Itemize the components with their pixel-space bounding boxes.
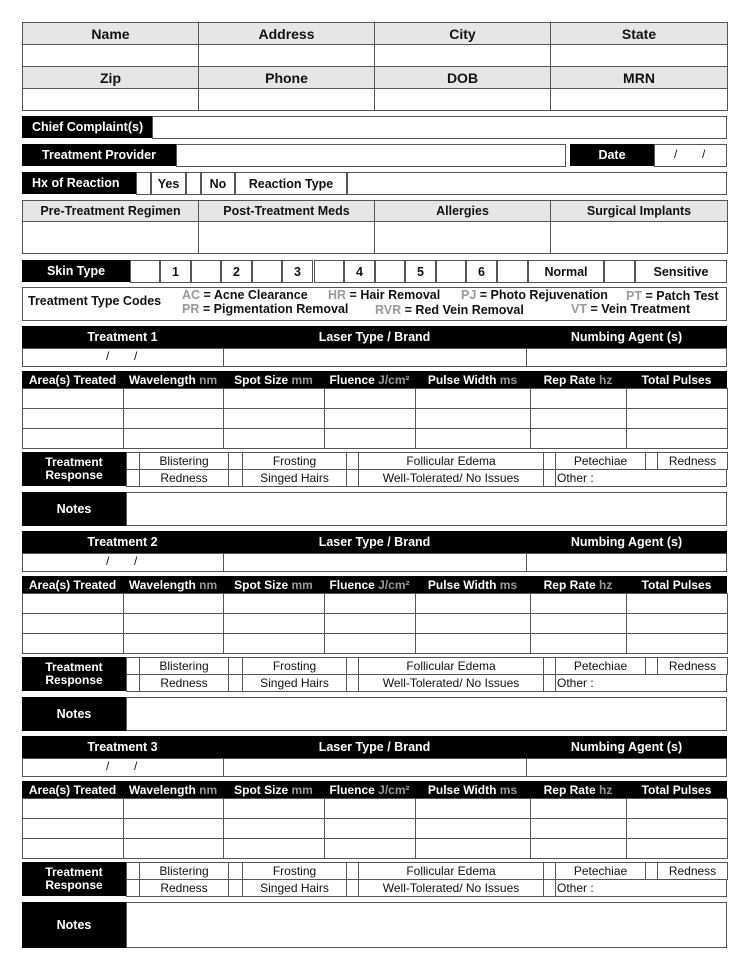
patient-field-label: Name — [22, 22, 199, 45]
parameter-name: Area(s) Treated — [28, 782, 117, 797]
meds-header: Pre-Treatment Regimen — [22, 200, 199, 222]
parameter-unit: hz — [599, 782, 613, 797]
parameter-name: Total Pulses — [641, 372, 712, 387]
treatment-code-abbr: PJ — [461, 288, 477, 302]
meds-input[interactable] — [22, 221, 199, 254]
response-option-follicular: Follicular Edema — [358, 657, 544, 675]
patient-field-input[interactable] — [374, 44, 551, 67]
skin-type-checkbox[interactable] — [375, 260, 405, 283]
parameter-cell[interactable] — [22, 428, 124, 449]
parameter-cell[interactable] — [415, 818, 531, 839]
patient-field-input[interactable] — [22, 44, 199, 67]
parameter-cell[interactable] — [324, 818, 416, 839]
response-option-tolerated: Well-Tolerated/ No Issues — [358, 879, 544, 897]
parameter-cell[interactable] — [223, 818, 325, 839]
parameter-header-fluence — [324, 371, 415, 388]
parameter-cell[interactable] — [324, 613, 416, 634]
parameter-cell[interactable] — [123, 818, 224, 839]
parameter-cell[interactable] — [22, 818, 124, 839]
parameter-cell[interactable] — [530, 428, 627, 449]
parameter-cell[interactable] — [22, 388, 124, 409]
parameter-cell[interactable] — [415, 633, 531, 654]
response-other-input[interactable]: Other : — [555, 674, 727, 692]
parameter-cell[interactable] — [530, 838, 627, 859]
chief-complaint-input[interactable] — [152, 116, 727, 139]
patient-field-label: Phone — [198, 66, 375, 89]
parameter-cell[interactable] — [223, 593, 325, 614]
response-option-blistering: Blistering — [139, 452, 229, 470]
response-option-singed: Singed Hairs — [242, 879, 347, 897]
parameter-cell[interactable] — [530, 613, 627, 634]
numbing-agent-label: Numbing Agent (s) — [570, 330, 683, 344]
patient-field-input[interactable] — [198, 88, 375, 111]
treatment-response-line: Treatment — [45, 660, 103, 674]
meds-input[interactable] — [198, 221, 375, 254]
parameter-unit: ms — [499, 782, 518, 797]
patient-field-input[interactable] — [550, 44, 728, 67]
parameter-cell[interactable] — [22, 798, 124, 819]
treatment-code-abbr: AC — [182, 288, 201, 302]
parameter-cell[interactable] — [415, 388, 531, 409]
parameter-cell[interactable] — [626, 818, 728, 839]
meds-header: Surgical Implants — [550, 200, 728, 222]
parameter-cell[interactable] — [123, 798, 224, 819]
skin-type-checkbox[interactable] — [497, 260, 528, 283]
parameter-cell[interactable] — [223, 388, 325, 409]
response-option-petechiae: Petechiae — [555, 862, 646, 880]
patient-field-input[interactable] — [550, 88, 728, 111]
parameter-header-wavelength — [123, 781, 223, 798]
parameter-cell[interactable] — [324, 593, 416, 614]
reaction-yes-checkbox[interactable] — [136, 172, 151, 195]
response-option-frosting: Frosting — [242, 862, 347, 880]
treatment-date-input[interactable] — [22, 758, 224, 777]
skin-normal-label: Normal — [528, 260, 604, 283]
parameter-cell[interactable] — [626, 838, 728, 859]
treatment-response-label — [22, 452, 126, 486]
meds-header: Allergies — [374, 200, 551, 222]
treatment-response-line: Response — [45, 878, 103, 892]
response-checkbox[interactable] — [228, 452, 243, 470]
notes-input[interactable] — [126, 697, 727, 731]
patient-field-label: State — [550, 22, 728, 45]
laser-type-input[interactable] — [223, 758, 527, 777]
parameter-cell[interactable] — [324, 838, 416, 859]
parameter-cell[interactable] — [415, 593, 531, 614]
response-option-redness: Redness — [657, 657, 728, 675]
notes-input[interactable] — [126, 492, 727, 526]
date-separator: / — [134, 759, 138, 773]
response-option-follicular: Follicular Edema — [358, 862, 544, 880]
response-checkbox[interactable] — [228, 862, 243, 880]
patient-field-input[interactable] — [374, 88, 551, 111]
parameter-cell[interactable] — [22, 408, 124, 429]
response-option-blistering: Blistering — [139, 657, 229, 675]
parameter-name: Spot Size — [234, 372, 289, 387]
treatment-date-input[interactable] — [22, 348, 224, 367]
parameter-cell[interactable] — [123, 593, 224, 614]
parameter-name: Fluence — [329, 577, 375, 592]
skin-sensitive-label: Sensitive — [635, 260, 727, 283]
parameter-cell[interactable] — [223, 613, 325, 634]
parameter-header-spot — [223, 371, 324, 388]
treatment-title: Treatment 1 — [87, 330, 158, 344]
parameter-cell[interactable] — [223, 408, 325, 429]
parameter-unit: mm — [291, 372, 313, 387]
response-option-redness: Redness — [139, 469, 229, 487]
treatment-code-desc: = Acne Clearance — [203, 288, 308, 302]
parameter-cell[interactable] — [123, 428, 224, 449]
parameter-unit: mm — [291, 577, 313, 592]
parameter-header-total — [626, 781, 727, 798]
date-input[interactable] — [654, 144, 727, 167]
parameter-header-pulse — [415, 781, 530, 798]
skin-type-number: 6 — [466, 260, 497, 283]
parameter-name: Total Pulses — [641, 577, 712, 592]
parameter-header-area — [22, 576, 123, 593]
laser-type-input[interactable] — [223, 553, 527, 572]
treatment-code-abbr: PR — [182, 302, 200, 316]
response-checkbox[interactable] — [126, 674, 140, 692]
response-checkbox[interactable] — [126, 862, 140, 880]
parameter-name: Fluence — [329, 372, 375, 387]
parameter-unit: nm — [199, 577, 218, 592]
parameter-cell[interactable] — [626, 593, 728, 614]
date-label: Date — [570, 144, 654, 166]
date-separator: / — [106, 349, 110, 363]
response-option-singed: Singed Hairs — [242, 469, 347, 487]
parameter-unit: nm — [199, 372, 218, 387]
treatment-response-label — [22, 657, 126, 691]
patient-field-label: Address — [198, 22, 375, 45]
treatment-code — [182, 302, 348, 318]
parameter-cell[interactable] — [415, 408, 531, 429]
parameter-name: Spot Size — [234, 782, 289, 797]
parameter-name: Total Pulses — [641, 782, 712, 797]
numbing-agent-input[interactable] — [526, 348, 727, 367]
parameter-header-wavelength — [123, 576, 223, 593]
parameter-cell[interactable] — [530, 408, 627, 429]
parameter-header-area — [22, 781, 123, 798]
parameter-cell[interactable] — [626, 408, 728, 429]
treatment-code-desc: = Pigmentation Removal — [202, 302, 349, 316]
response-option-petechiae: Petechiae — [555, 452, 646, 470]
parameter-cell[interactable] — [415, 838, 531, 859]
parameter-cell[interactable] — [530, 633, 627, 654]
parameter-cell[interactable] — [123, 408, 224, 429]
parameter-unit: J/cm² — [378, 577, 410, 592]
response-other-input[interactable]: Other : — [555, 469, 727, 487]
parameter-cell[interactable] — [626, 633, 728, 654]
parameter-cell[interactable] — [415, 798, 531, 819]
treatment-title: Treatment 2 — [87, 535, 158, 549]
treatment-date-input[interactable] — [22, 553, 224, 572]
parameter-cell[interactable] — [123, 388, 224, 409]
chief-complaint-label: Chief Complaint(s) — [22, 116, 152, 138]
patient-field-input[interactable] — [198, 44, 375, 67]
treatment-code-desc: = Red Vein Removal — [404, 303, 524, 317]
treatment-code-abbr: HR — [328, 288, 347, 302]
response-option-tolerated: Well-Tolerated/ No Issues — [358, 469, 544, 487]
treatment-code-abbr: VT — [571, 302, 587, 316]
response-option-singed: Singed Hairs — [242, 674, 347, 692]
notes-label: Notes — [22, 492, 126, 526]
parameter-cell[interactable] — [22, 593, 124, 614]
parameter-cell[interactable] — [530, 593, 627, 614]
parameter-name: Area(s) Treated — [28, 577, 117, 592]
parameter-cell[interactable] — [324, 408, 416, 429]
parameter-cell[interactable] — [223, 428, 325, 449]
skin-type-checkbox[interactable] — [191, 260, 221, 283]
treatment-code-abbr: RVR — [375, 303, 402, 317]
skin-type-checkbox[interactable] — [436, 260, 466, 283]
parameter-cell[interactable] — [415, 428, 531, 449]
parameter-name: Area(s) Treated — [28, 372, 117, 387]
response-option-redness: Redness — [139, 674, 229, 692]
treatment-code-desc: = Patch Test — [645, 289, 719, 303]
response-option-frosting: Frosting — [242, 657, 347, 675]
parameter-header-spot — [223, 781, 324, 798]
hx-of-reaction-label: Hx of Reaction — [22, 172, 136, 194]
parameter-name: Pulse Width — [427, 577, 497, 592]
response-option-tolerated: Well-Tolerated/ No Issues — [358, 674, 544, 692]
parameter-header-total — [626, 576, 727, 593]
treatment-code-abbr: PT — [626, 289, 642, 303]
patient-field-label: DOB — [374, 66, 551, 89]
parameter-header-fluence — [324, 576, 415, 593]
skin-type-label: Skin Type — [22, 260, 130, 282]
notes-input[interactable] — [126, 902, 727, 948]
parameter-cell[interactable] — [223, 633, 325, 654]
response-option-petechiae: Petechiae — [555, 657, 646, 675]
date-separator: / — [106, 759, 110, 773]
parameter-unit: J/cm² — [378, 782, 410, 797]
parameter-unit: J/cm² — [378, 372, 410, 387]
skin-type-number: 2 — [221, 260, 252, 283]
parameter-header-spot — [223, 576, 324, 593]
parameter-cell[interactable] — [324, 428, 416, 449]
patient-field-input[interactable] — [22, 88, 199, 111]
parameter-header-pulse — [415, 371, 530, 388]
parameter-cell[interactable] — [626, 798, 728, 819]
response-checkbox[interactable] — [228, 657, 243, 675]
parameter-cell[interactable] — [415, 613, 531, 634]
response-checkbox[interactable] — [126, 469, 140, 487]
treatment-code-desc: = Photo Rejuvenation — [479, 288, 608, 302]
parameter-name: Wavelength — [128, 372, 196, 387]
parameter-cell[interactable] — [223, 798, 325, 819]
parameter-name: Rep Rate — [543, 782, 596, 797]
response-checkbox[interactable] — [126, 452, 140, 470]
response-checkbox[interactable] — [228, 674, 243, 692]
notes-label: Notes — [22, 902, 126, 948]
parameter-header-rep — [530, 576, 626, 593]
response-option-follicular: Follicular Edema — [358, 452, 544, 470]
skin-type-number: 3 — [282, 260, 313, 283]
parameter-name: Wavelength — [128, 577, 196, 592]
meds-input[interactable] — [374, 221, 551, 254]
reaction-type-label: Reaction Type — [235, 172, 347, 195]
numbing-agent-label: Numbing Agent (s) — [570, 535, 683, 549]
treatment-response-line: Response — [45, 468, 103, 482]
skin-type-number: 4 — [344, 260, 375, 283]
treatment-code — [375, 303, 524, 319]
parameter-cell[interactable] — [324, 388, 416, 409]
parameter-header-wavelength — [123, 371, 223, 388]
laser-type-label: Laser Type / Brand — [318, 740, 431, 754]
response-checkbox[interactable] — [228, 879, 243, 897]
parameter-header-area — [22, 371, 123, 388]
skin-type-number: 1 — [160, 260, 191, 283]
response-other-input[interactable]: Other : — [555, 879, 727, 897]
reaction-yes-label: Yes — [151, 172, 186, 195]
parameter-name: Wavelength — [128, 782, 196, 797]
parameter-cell[interactable] — [626, 388, 728, 409]
laser-type-input[interactable] — [223, 348, 527, 367]
parameter-unit: ms — [499, 372, 518, 387]
parameter-name: Rep Rate — [543, 372, 596, 387]
response-checkbox[interactable] — [228, 469, 243, 487]
skin-type-checkbox[interactable] — [314, 260, 344, 283]
numbing-agent-input[interactable] — [526, 553, 727, 572]
date-separator: / — [106, 554, 110, 568]
parameter-header-rep — [530, 371, 626, 388]
response-option-frosting: Frosting — [242, 452, 347, 470]
parameter-unit: nm — [199, 782, 218, 797]
reaction-no-label: No — [201, 172, 235, 195]
skin-type-checkbox[interactable] — [130, 260, 160, 283]
parameter-cell[interactable] — [22, 613, 124, 634]
numbing-agent-label: Numbing Agent (s) — [570, 740, 683, 754]
parameter-cell[interactable] — [626, 613, 728, 634]
response-checkbox[interactable] — [126, 657, 140, 675]
parameter-unit: ms — [499, 577, 518, 592]
date-separator: / — [674, 147, 678, 161]
treatment-response-line: Treatment — [45, 455, 103, 469]
parameter-header-pulse — [415, 576, 530, 593]
treatment-response-label — [22, 862, 126, 896]
skin-sensitive-checkbox[interactable] — [604, 260, 635, 283]
response-option-redness: Redness — [657, 452, 728, 470]
meds-input[interactable] — [550, 221, 728, 254]
parameter-name: Pulse Width — [427, 372, 497, 387]
parameter-cell[interactable] — [22, 633, 124, 654]
response-option-redness: Redness — [657, 862, 728, 880]
parameter-cell[interactable] — [123, 838, 224, 859]
parameter-cell[interactable] — [530, 798, 627, 819]
treatment-provider-input[interactable] — [176, 144, 566, 167]
patient-field-label: MRN — [550, 66, 728, 89]
date-separator: / — [134, 554, 138, 568]
patient-field-label: Zip — [22, 66, 199, 89]
parameter-cell[interactable] — [530, 818, 627, 839]
treatment-code — [571, 302, 690, 318]
parameter-name: Fluence — [329, 782, 375, 797]
parameter-unit: hz — [599, 372, 613, 387]
numbing-agent-input[interactable] — [526, 758, 727, 777]
parameter-cell[interactable] — [626, 428, 728, 449]
treatment-code-desc: = Vein Treatment — [590, 302, 691, 316]
parameter-name: Pulse Width — [427, 782, 497, 797]
treatment-provider-label: Treatment Provider — [22, 144, 176, 166]
patient-field-label: City — [374, 22, 551, 45]
parameter-cell[interactable] — [530, 388, 627, 409]
meds-header: Post-Treatment Meds — [198, 200, 375, 222]
parameter-cell[interactable] — [223, 838, 325, 859]
skin-type-checkbox[interactable] — [252, 260, 282, 283]
parameter-cell[interactable] — [324, 633, 416, 654]
parameter-name: Rep Rate — [543, 577, 596, 592]
reaction-type-input[interactable] — [347, 172, 727, 195]
parameter-cell[interactable] — [123, 633, 224, 654]
response-option-blistering: Blistering — [139, 862, 229, 880]
treatment-code-desc: = Hair Removal — [349, 288, 441, 302]
date-separator: / — [702, 147, 706, 161]
parameter-header-total — [626, 371, 727, 388]
notes-label: Notes — [22, 697, 126, 731]
parameter-cell[interactable] — [123, 613, 224, 634]
response-checkbox[interactable] — [126, 879, 140, 897]
parameter-cell[interactable] — [22, 838, 124, 859]
treatment-title: Treatment 3 — [87, 740, 158, 754]
parameter-unit: hz — [599, 577, 613, 592]
treatment-response-line: Response — [45, 673, 103, 687]
parameter-cell[interactable] — [324, 798, 416, 819]
date-separator: / — [134, 349, 138, 363]
skin-type-number: 5 — [405, 260, 436, 283]
laser-type-label: Laser Type / Brand — [318, 330, 431, 344]
response-option-redness: Redness — [139, 879, 229, 897]
laser-type-label: Laser Type / Brand — [318, 535, 431, 549]
parameter-header-rep — [530, 781, 626, 798]
parameter-header-fluence — [324, 781, 415, 798]
parameter-name: Spot Size — [234, 577, 289, 592]
reaction-no-checkbox[interactable] — [186, 172, 201, 195]
parameter-unit: mm — [291, 782, 313, 797]
treatment-response-line: Treatment — [45, 865, 103, 879]
treatment-codes-label: Treatment Type Codes — [28, 294, 162, 308]
